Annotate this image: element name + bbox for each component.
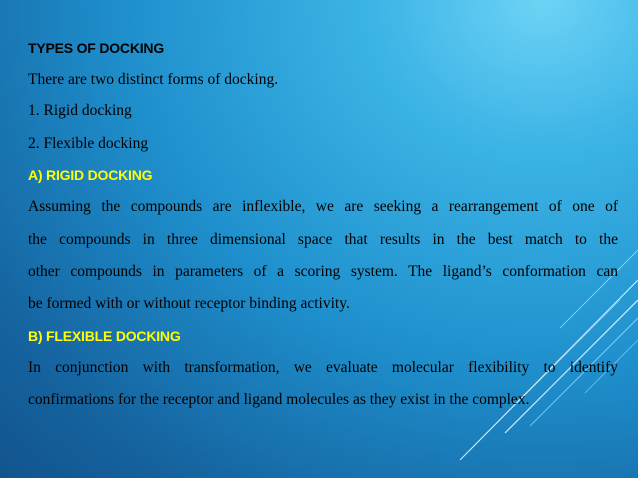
section-a-heading: A) RIGID DOCKING	[28, 167, 153, 183]
section-b-line-2: confirmations for the receptor and ligand molecules as they exist in the complex.	[28, 391, 530, 408]
intro-text: There are two distinct forms of docking.	[28, 71, 279, 88]
section-a-line-1: Assuming the compounds are inflexible, we are seeking a rearrangement of one of	[28, 198, 618, 215]
section-a-line-3: other compounds in parameters of a scoring system. The ligand’s conformation can	[28, 263, 618, 280]
list-item-rigid: 1. Rigid docking	[28, 102, 132, 119]
section-b-line-1: In conjunction with transformation, we evaluate molecular flexibility to identify	[28, 359, 618, 376]
slide-title: TYPES OF DOCKING	[28, 40, 165, 56]
section-a-line-2: the compounds in three dimensional space that results in the best match to the	[28, 231, 618, 248]
list-item-flexible: 2. Flexible docking	[28, 135, 149, 152]
section-b-heading: B) FLEXIBLE DOCKING	[28, 328, 181, 344]
section-a-line-4: be formed with or without receptor binding activity.	[28, 295, 350, 312]
